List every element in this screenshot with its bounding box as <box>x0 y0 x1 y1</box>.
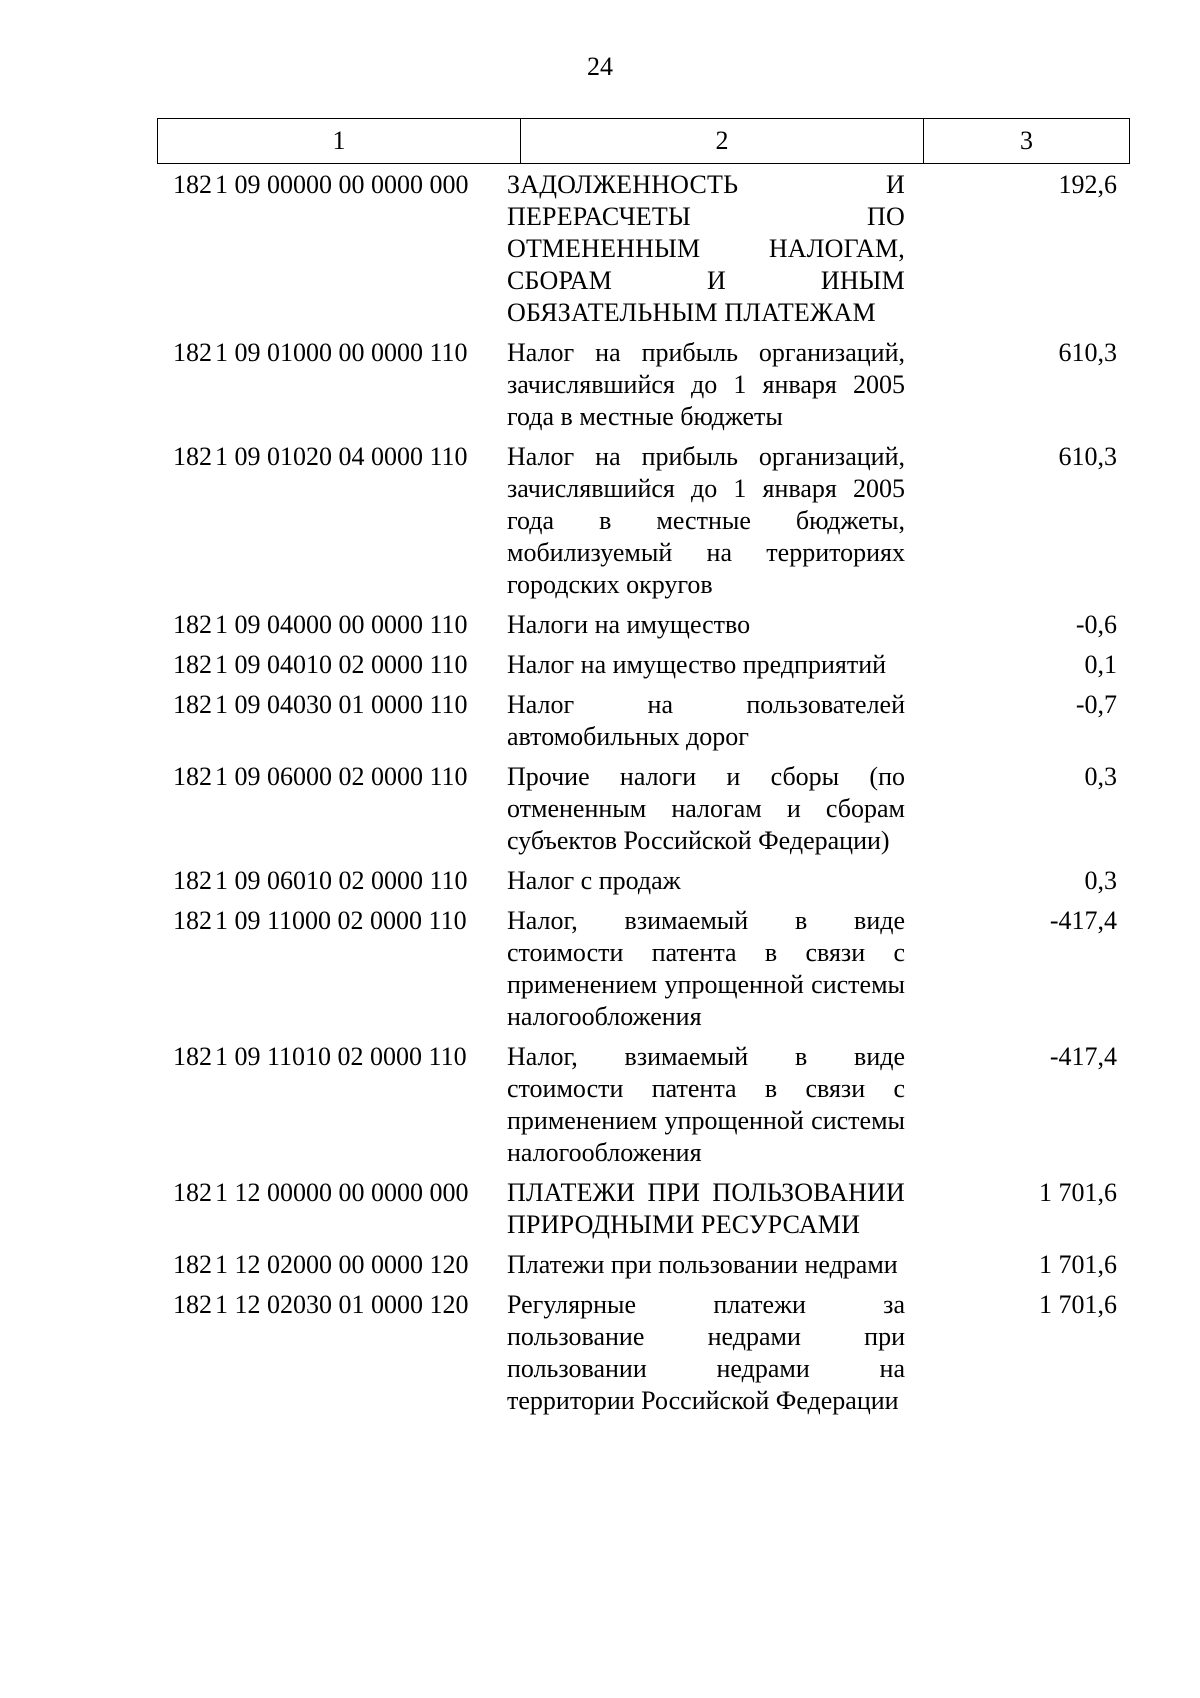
table-row <box>157 1249 1129 1281</box>
amount-value: 1 701,6 <box>1039 1178 1117 1207</box>
amount-value: 1 701,6 <box>1039 1290 1117 1319</box>
income-name: ЗАДОЛЖЕННОСТЬ И ПЕРЕРАСЧЕТЫ ПО ОТМЕНЕННЫМ НАЛОГАМ, СБОРАМ И ИНЫМ ОБЯЗАТЕЛЬНЫМ ПЛАТЕЖАМ <box>507 170 905 327</box>
table-row <box>157 169 1129 329</box>
income-name: Налог на прибыль организаций, зачислявшийся до 1 января 2005 года в местные бюджеты, мобилизуемый на территориях городских округов <box>507 442 905 599</box>
table-row <box>157 337 1129 433</box>
budget-classification-code: 1 12 00000 00 0000 000 <box>215 1178 469 1207</box>
budget-classification-code: 1 09 04030 01 0000 110 <box>215 690 468 719</box>
amount-value: 0,3 <box>1084 762 1117 791</box>
table-row <box>157 1289 1129 1417</box>
table-row <box>157 609 1129 641</box>
amount-value: 1 701,6 <box>1039 1250 1117 1279</box>
column-header-3: 3 <box>924 119 1130 164</box>
budget-classification-code: 1 09 06010 02 0000 110 <box>215 866 468 895</box>
income-name: Налог, взимаемый в виде стоимости патента в связи с применением упрощенной системы налогообложения <box>507 906 905 1031</box>
budget-classification-code: 1 09 01020 04 0000 110 <box>215 442 468 471</box>
income-name: Налог на пользователей автомобильных дорог <box>507 690 905 751</box>
admin-code: 182 <box>173 1250 212 1279</box>
table-row <box>157 689 1129 753</box>
admin-code: 182 <box>173 442 212 471</box>
amount-value: 0,3 <box>1084 866 1117 895</box>
admin-code: 182 <box>173 1042 212 1071</box>
income-name: Налоги на имущество <box>507 610 751 639</box>
admin-code: 182 <box>173 650 212 679</box>
amount-value: 192,6 <box>1058 170 1117 199</box>
income-name: Регулярные платежи за пользование недрами при пользовании недрами на территории Российской Федерации <box>507 1290 905 1415</box>
admin-code: 182 <box>173 1178 212 1207</box>
table-row <box>157 905 1129 1033</box>
budget-classification-code: 1 12 02030 01 0000 120 <box>215 1290 469 1319</box>
amount-value: 0,1 <box>1084 650 1117 679</box>
admin-code: 182 <box>173 610 212 639</box>
admin-code: 182 <box>173 1290 212 1319</box>
table-row <box>157 865 1129 897</box>
column-header-1: 1 <box>158 119 521 164</box>
income-name: Прочие налоги и сборы (по отмененным налогам и сборам субъектов Российской Федерации) <box>507 762 905 855</box>
amount-value: 610,3 <box>1058 442 1117 471</box>
income-name: Налог с продаж <box>507 866 681 895</box>
table-row <box>157 1177 1129 1241</box>
admin-code: 182 <box>173 170 212 199</box>
budget-classification-code: 1 09 00000 00 0000 000 <box>215 170 469 199</box>
table-row <box>157 761 1129 857</box>
admin-code: 182 <box>173 906 212 935</box>
income-name: Налог, взимаемый в виде стоимости патента в связи с применением упрощенной системы налогообложения <box>507 1042 905 1167</box>
income-name: Налог на прибыль организаций, зачислявшийся до 1 января 2005 года в местные бюджеты <box>507 338 905 431</box>
table-header <box>157 118 1130 164</box>
amount-value: -0,7 <box>1075 690 1117 719</box>
income-name: Налог на имущество предприятий <box>507 650 887 679</box>
income-name: ПЛАТЕЖИ ПРИ ПОЛЬЗОВАНИИ ПРИРОДНЫМИ РЕСУРСАМИ <box>507 1178 905 1239</box>
admin-code: 182 <box>173 866 212 895</box>
budget-classification-code: 1 09 11000 02 0000 110 <box>215 906 467 935</box>
amount-value: -417,4 <box>1049 1042 1117 1071</box>
budget-classification-code: 1 09 06000 02 0000 110 <box>215 762 468 791</box>
budget-classification-code: 1 09 04010 02 0000 110 <box>215 650 468 679</box>
admin-code: 182 <box>173 690 212 719</box>
amount-value: -417,4 <box>1049 906 1117 935</box>
budget-classification-code: 1 09 04000 00 0000 110 <box>215 610 468 639</box>
budget-classification-code: 1 09 01000 00 0000 110 <box>215 338 468 367</box>
page-number: 24 <box>587 52 613 81</box>
admin-code: 182 <box>173 338 212 367</box>
amount-value: -0,6 <box>1075 610 1117 639</box>
admin-code: 182 <box>173 762 212 791</box>
table-row <box>157 649 1129 681</box>
table-row <box>157 441 1129 601</box>
budget-classification-code: 1 12 02000 00 0000 120 <box>215 1250 469 1279</box>
income-name: Платежи при пользовании недрами <box>507 1250 898 1279</box>
budget-classification-code: 1 09 11010 02 0000 110 <box>215 1042 467 1071</box>
table-row <box>157 1041 1129 1169</box>
column-header-2: 2 <box>521 119 924 164</box>
table-body <box>157 169 1129 1425</box>
amount-value: 610,3 <box>1058 338 1117 367</box>
